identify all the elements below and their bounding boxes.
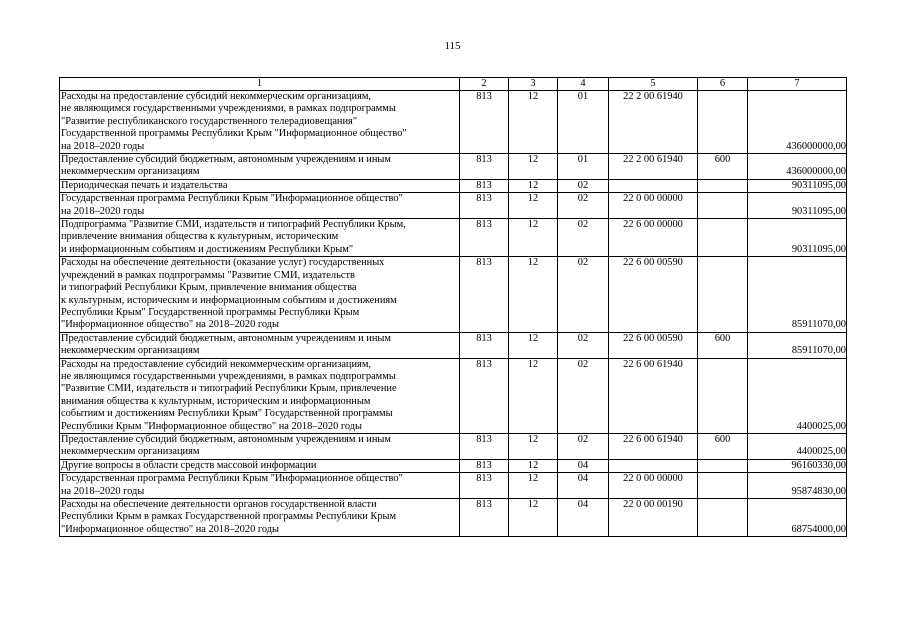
row-name: Предоставление субсидий бюджетным, автономным учреждениям и иным некоммерческим организациям	[60, 433, 460, 459]
row-code-3: 12	[509, 193, 558, 219]
row-code-6	[698, 459, 748, 472]
row-code-4: 01	[558, 154, 609, 180]
page-number: 115	[444, 40, 461, 52]
row-code-5: 22 0 00 00000	[609, 193, 698, 219]
row-code-3: 12	[509, 219, 558, 257]
row-code-5: 22 0 00 00190	[609, 499, 698, 537]
row-code-2: 813	[460, 332, 509, 358]
row-code-2: 813	[460, 499, 509, 537]
column-header: 5	[609, 78, 698, 91]
row-code-2: 813	[460, 91, 509, 154]
row-code-2: 813	[460, 154, 509, 180]
table-row	[60, 219, 847, 257]
row-amount: 436000000,00	[748, 154, 847, 180]
row-code-3: 12	[509, 91, 558, 154]
row-name: Государственная программа Республики Крым "Информационное общество" на 2018–2020 годы	[60, 473, 460, 499]
row-code-5: 22 6 00 61940	[609, 433, 698, 459]
row-code-4: 02	[558, 332, 609, 358]
row-amount: 4400025,00	[748, 358, 847, 433]
row-code-5	[609, 459, 698, 472]
row-code-3: 12	[509, 179, 558, 192]
row-code-2: 813	[460, 219, 509, 257]
row-amount: 68754000,00	[748, 499, 847, 537]
row-code-2: 813	[460, 257, 509, 332]
table-row	[60, 257, 847, 332]
table-row	[60, 473, 847, 499]
row-name: Периодическая печать и издательства	[60, 179, 460, 192]
row-amount: 90311095,00	[748, 179, 847, 192]
row-code-5: 22 2 00 61940	[609, 91, 698, 154]
row-code-5	[609, 179, 698, 192]
row-code-3: 12	[509, 473, 558, 499]
row-code-4: 04	[558, 459, 609, 472]
column-header-row	[60, 78, 847, 91]
table-row	[60, 499, 847, 537]
row-name: Предоставление субсидий бюджетным, автономным учреждениям и иным некоммерческим организациям	[60, 332, 460, 358]
row-amount: 436000000,00	[748, 91, 847, 154]
row-code-5: 22 0 00 00000	[609, 473, 698, 499]
row-code-6	[698, 179, 748, 192]
row-name: Предоставление субсидий бюджетным, автономным учреждениям и иным некоммерческим организациям	[60, 154, 460, 180]
row-code-6	[698, 499, 748, 537]
row-name: Государственная программа Республики Крым "Информационное общество" на 2018–2020 годы	[60, 193, 460, 219]
column-header: 2	[460, 78, 509, 91]
row-amount: 90311095,00	[748, 219, 847, 257]
row-code-3: 12	[509, 257, 558, 332]
row-name: Расходы на предоставление субсидий некоммерческим организациям, не являющимся государственными учреждениями, в рамках подпрограммы "Развитие СМИ, издательств и типографий Республики Крым, привлечение внимания общества к культурным, историческим и информационным событиям и достижениям Республики Крым" Государственной программы Республики Крым "Информационное общество" на 2018–2020 годы	[60, 358, 460, 433]
row-code-4: 02	[558, 257, 609, 332]
row-code-6	[698, 257, 748, 332]
row-code-4: 04	[558, 499, 609, 537]
row-code-6	[698, 219, 748, 257]
row-name: Расходы на обеспечение деятельности (оказание услуг) государственных учреждений в рамках подпрограммы "Развитие СМИ, издательств и типографий Республики Крым, привлечение внимания общества к культурным, историческим и информационным событиям и достижениям Республики Крым" Государственной программы Республики Крым "Информационное общество" на 2018–2020 годы	[60, 257, 460, 332]
row-code-5: 22 6 00 00590	[609, 332, 698, 358]
row-code-2: 813	[460, 433, 509, 459]
row-code-6	[698, 91, 748, 154]
row-code-2: 813	[460, 193, 509, 219]
row-code-6	[698, 473, 748, 499]
row-code-4: 02	[558, 193, 609, 219]
row-code-6: 600	[698, 154, 748, 180]
table-row	[60, 358, 847, 433]
row-amount: 4400025,00	[748, 433, 847, 459]
row-code-6	[698, 193, 748, 219]
column-header: 4	[558, 78, 609, 91]
row-code-2: 813	[460, 459, 509, 472]
row-code-3: 12	[509, 358, 558, 433]
budget-table	[59, 77, 847, 537]
row-code-2: 813	[460, 358, 509, 433]
row-code-3: 12	[509, 433, 558, 459]
row-amount: 95874830,00	[748, 473, 847, 499]
column-header: 7	[748, 78, 847, 91]
row-code-6	[698, 358, 748, 433]
table-row	[60, 179, 847, 192]
column-header: 1	[60, 78, 460, 91]
row-code-3: 12	[509, 332, 558, 358]
row-code-3: 12	[509, 154, 558, 180]
row-code-3: 12	[509, 499, 558, 537]
row-code-2: 813	[460, 179, 509, 192]
row-amount: 85911070,00	[748, 332, 847, 358]
row-code-6: 600	[698, 433, 748, 459]
row-name: Расходы на обеспечение деятельности органов государственной власти Республики Крым в рамках Государственной программы Республики Крым "Информационное общество" на 2018–2020 годы	[60, 499, 460, 537]
row-code-4: 02	[558, 433, 609, 459]
row-code-5: 22 6 00 00000	[609, 219, 698, 257]
table-row	[60, 433, 847, 459]
row-name: Подпрограмма "Развитие СМИ, издательств и типографий Республики Крым, привлечение внимания общества к культурным, историческим и информационным событиям и достижениям Республики Крым"	[60, 219, 460, 257]
row-amount: 85911070,00	[748, 257, 847, 332]
row-name: Расходы на предоставление субсидий некоммерческим организациям, не являющимся государственными учреждениями, в рамках подпрограммы "Развитие республиканского государственного телерадиовещания" Государственной программы Республики Крым "Информационное общество" на 2018–2020 годы	[60, 91, 460, 154]
row-code-6: 600	[698, 332, 748, 358]
row-amount: 90311095,00	[748, 193, 847, 219]
column-header: 6	[698, 78, 748, 91]
row-code-5: 22 6 00 61940	[609, 358, 698, 433]
table-row	[60, 154, 847, 180]
row-code-4: 01	[558, 91, 609, 154]
row-code-5: 22 6 00 00590	[609, 257, 698, 332]
row-code-5: 22 2 00 61940	[609, 154, 698, 180]
row-code-3: 12	[509, 459, 558, 472]
row-code-4: 02	[558, 219, 609, 257]
row-code-4: 02	[558, 179, 609, 192]
row-name: Другие вопросы в области средств массовой информации	[60, 459, 460, 472]
table-row	[60, 332, 847, 358]
table-row	[60, 459, 847, 472]
row-code-4: 02	[558, 358, 609, 433]
row-code-4: 04	[558, 473, 609, 499]
row-amount: 96160330,00	[748, 459, 847, 472]
column-header: 3	[509, 78, 558, 91]
row-code-2: 813	[460, 473, 509, 499]
table-row	[60, 193, 847, 219]
table-row	[60, 91, 847, 154]
